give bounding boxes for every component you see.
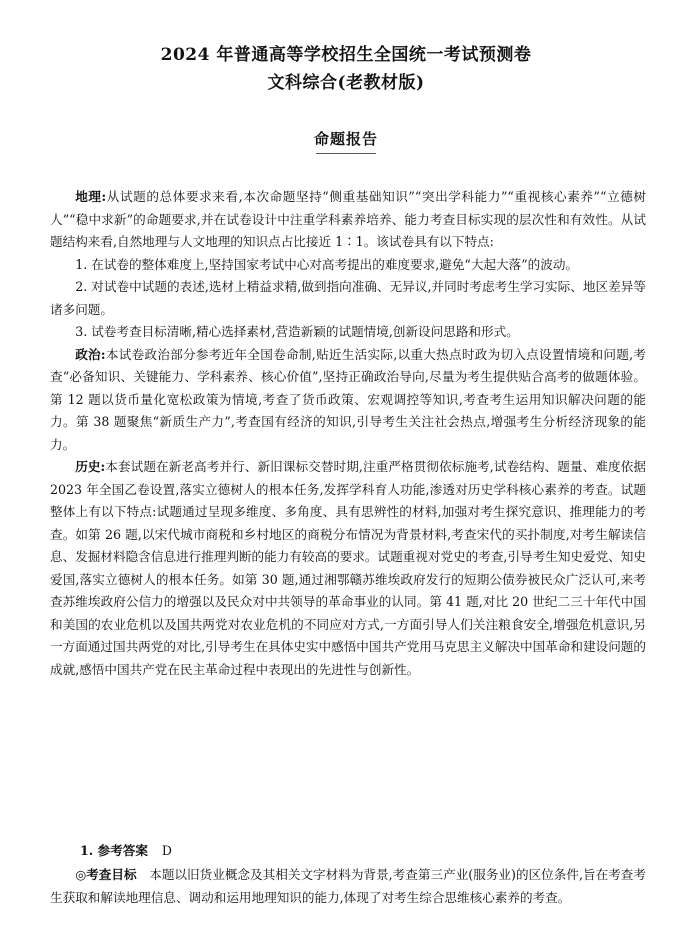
report-heading [0,128,692,154]
politics-text: 本试卷政治部分参考近年全国卷命制,贴近生活实际,以重大热点时政为切入点设置情境和问题,考查“必备知识、关键能力、学科素养、核心价值”,坚持正确政治导向,尽量为考生提供贴合高考的做题体验。第 12 题以货币量化宽松政策为情境,考查了货币政策、宏观调控等知识,考查考生运用知识解决问题的能力。第 38 题聚焦“新质生产力”,考查国有经济的知识,引导考生关注社会热点,增强考生分析经济现象的能力。 [50,346,646,452]
explanation-paragraph [50,864,646,909]
report-divider [316,153,376,154]
geo-item-1: 1. 在试卷的整体难度上,坚持国家考试中心对高考提出的难度要求,避免“大起大落”的波动。 [75,256,579,272]
answer-line [80,840,172,859]
exam-subtitle: 文科综合(老教材版) [267,73,425,93]
geo-text: 从试题的总体要求来看,本次命题坚持“侧重基础知识”“突出学科能力”“重视核心素养”“立德树人”“稳中求新”的命题要求,并在试卷设计中注重学科素养培养、能力考查目标实现的层次性和有效性。从试题结构来看,自然地理与人文地理的知识点占比接近 1∶1。该试卷具有以下特点: [50,189,646,249]
politics-paragraph [50,344,646,457]
history-label: 历史: [75,459,106,474]
geo-item-3: 3. 试卷考查目标清晰,精心选择素材,营造新颖的试题情境,创新设问思路和形式。 [75,324,519,339]
report-body [50,186,646,681]
answer-label: 1. 参考答案 [80,843,148,858]
explanation [50,864,646,909]
geo-item-2: 2. 对试卷中试题的表述,选材上精益求精,做到指向准确、无异议,并同时考虑考生学习实际、地区差异等诸多问题。 [50,279,646,317]
answer-value: D [161,843,173,858]
politics-label: 政治: [75,346,106,362]
history-text: 本套试题在新老高考并行、新旧课标交替时期,注重严格贯彻依标施考,试卷结构、题量、难度依据2023 年全国乙卷设置,落实立德树人的根本任务,发挥学科育人功能,渗透对历史学科核心素养的考查。试题整体上有以下特点:试题通过呈现多维度、多角度、具有思辨性的材料,加强对考生探究意识、推理能力的考查。如第 26 题,以宋代城市商税和乡村地区的商税分布情况为背景材料,考查宋代的买扑制度,对考生解读信息、发掘材料隐含信息进行推理判断的能力有较高的要求。试题重视对党史的考查,引导考生知史爱党、知史爱国,落实立德树人的根本任务。如第 30 题,通过湘鄂赣苏维埃政府发行的短期公债券被民众广泛认可,来考查苏维埃政府公信力的增强以及民众对中共领导的革命事业的认同。第 41 题,对比 20 世纪二三十年代中国和美国的农业危机以及国共两党对农业危机的不同应对方式,一方面引导人们关注粮食安全,增强危机意识,另一方面通过国共两党的对比,引导考生在具体史实中感悟中国共产党用马克思主义解决中国革命和建设问题的成就,感悟中国共产党在民主革命过程中表现出的先进性与创新性。 [50,459,646,677]
history-paragraph [50,456,646,681]
explanation-text: 本题以旧货业概念及其相关文字材料为背景,考查第三产业(服务业)的区位条件,旨在考查考生获取和解读地理信息、调动和运用地理知识的能力,体现了对考生综合思维核心素养的考查。 [50,867,646,905]
geo-label: 地理: [75,189,107,204]
report-label: 命题报告 [313,130,378,148]
geo-paragraph [50,186,646,254]
explanation-label: ◎考查目标 [75,867,137,882]
exam-title: 2024 年普通高等学校招生全国统一考试预测卷 [160,45,532,65]
